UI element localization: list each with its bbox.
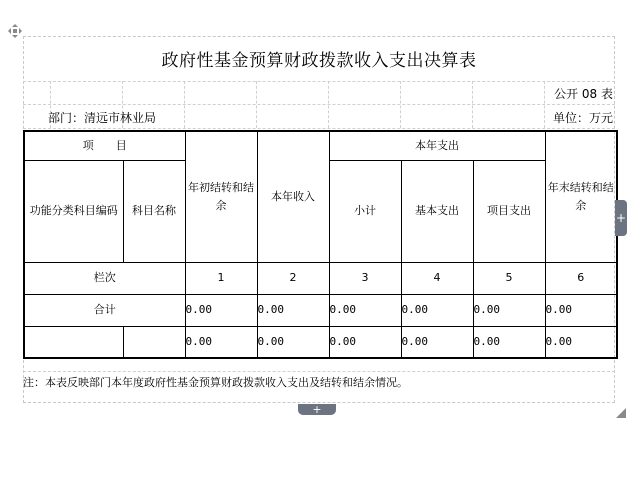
gridline <box>256 81 257 128</box>
row-value[interactable]: 0.00 <box>329 326 401 358</box>
subject-name-cell[interactable] <box>123 326 185 358</box>
opening-balance-header[interactable]: 年初结转和结余 <box>185 131 257 262</box>
row-number-label[interactable]: 栏次 <box>24 262 185 294</box>
item-header[interactable]: 项 目 <box>24 131 185 160</box>
gridline <box>23 81 615 82</box>
plus-icon: + <box>615 211 627 225</box>
row-value[interactable]: 0.00 <box>257 326 329 358</box>
col-number[interactable]: 2 <box>257 262 329 294</box>
row-value[interactable]: 0.00 <box>185 326 257 358</box>
total-value[interactable]: 0.00 <box>329 294 401 326</box>
department-label: 部门：清远市林业局 <box>48 111 157 125</box>
col-number[interactable]: 1 <box>185 262 257 294</box>
gridline <box>23 128 615 129</box>
func-code-header[interactable]: 功能分类科目编码 <box>24 160 123 262</box>
gridline <box>23 104 615 105</box>
gridline <box>184 81 185 128</box>
subtotal-header[interactable]: 小计 <box>329 160 401 262</box>
total-value[interactable]: 0.00 <box>185 294 257 326</box>
col-number[interactable]: 6 <box>545 262 617 294</box>
table-row <box>24 294 617 326</box>
footnote: 注：本表反映部门本年度政府性基金预算财政拨款收入支出及结转和结余情况。 <box>23 376 408 389</box>
total-label[interactable]: 合计 <box>24 294 185 326</box>
expense-header[interactable]: 本年支出 <box>329 131 545 160</box>
gridline <box>400 81 401 128</box>
unit-label: 单位：万元 <box>552 111 613 125</box>
total-value[interactable]: 0.00 <box>545 294 617 326</box>
col-number[interactable]: 5 <box>473 262 545 294</box>
col-number[interactable]: 4 <box>401 262 473 294</box>
gridline <box>23 371 615 372</box>
total-value[interactable]: 0.00 <box>473 294 545 326</box>
table-row <box>24 326 617 358</box>
budget-table <box>23 130 618 359</box>
func-code-cell[interactable] <box>24 326 123 358</box>
form-number: 公开 08 表 <box>554 87 613 101</box>
add-row-button[interactable] <box>298 404 336 415</box>
plus-icon: + <box>312 403 322 416</box>
move-handle-icon[interactable] <box>8 23 22 37</box>
gridline <box>328 81 329 128</box>
gridline <box>544 81 545 128</box>
basic-expense-header[interactable]: 基本支出 <box>401 160 473 262</box>
col-number[interactable]: 3 <box>329 262 401 294</box>
add-column-button[interactable] <box>615 200 627 236</box>
closing-balance-header[interactable]: 年末结转和结余 <box>545 131 617 262</box>
gridline <box>472 81 473 128</box>
row-value[interactable]: 0.00 <box>473 326 545 358</box>
total-value[interactable]: 0.00 <box>401 294 473 326</box>
resize-handle-icon[interactable] <box>616 403 626 413</box>
row-value[interactable]: 0.00 <box>401 326 473 358</box>
project-expense-header[interactable]: 项目支出 <box>473 160 545 262</box>
total-value[interactable]: 0.00 <box>257 294 329 326</box>
table-row <box>24 262 617 294</box>
subject-name-header[interactable]: 科目名称 <box>123 160 185 262</box>
page-title: 政府性基金预算财政拨款收入支出决算表 <box>161 51 477 71</box>
row-value[interactable]: 0.00 <box>545 326 617 358</box>
income-header[interactable]: 本年收入 <box>257 131 329 262</box>
